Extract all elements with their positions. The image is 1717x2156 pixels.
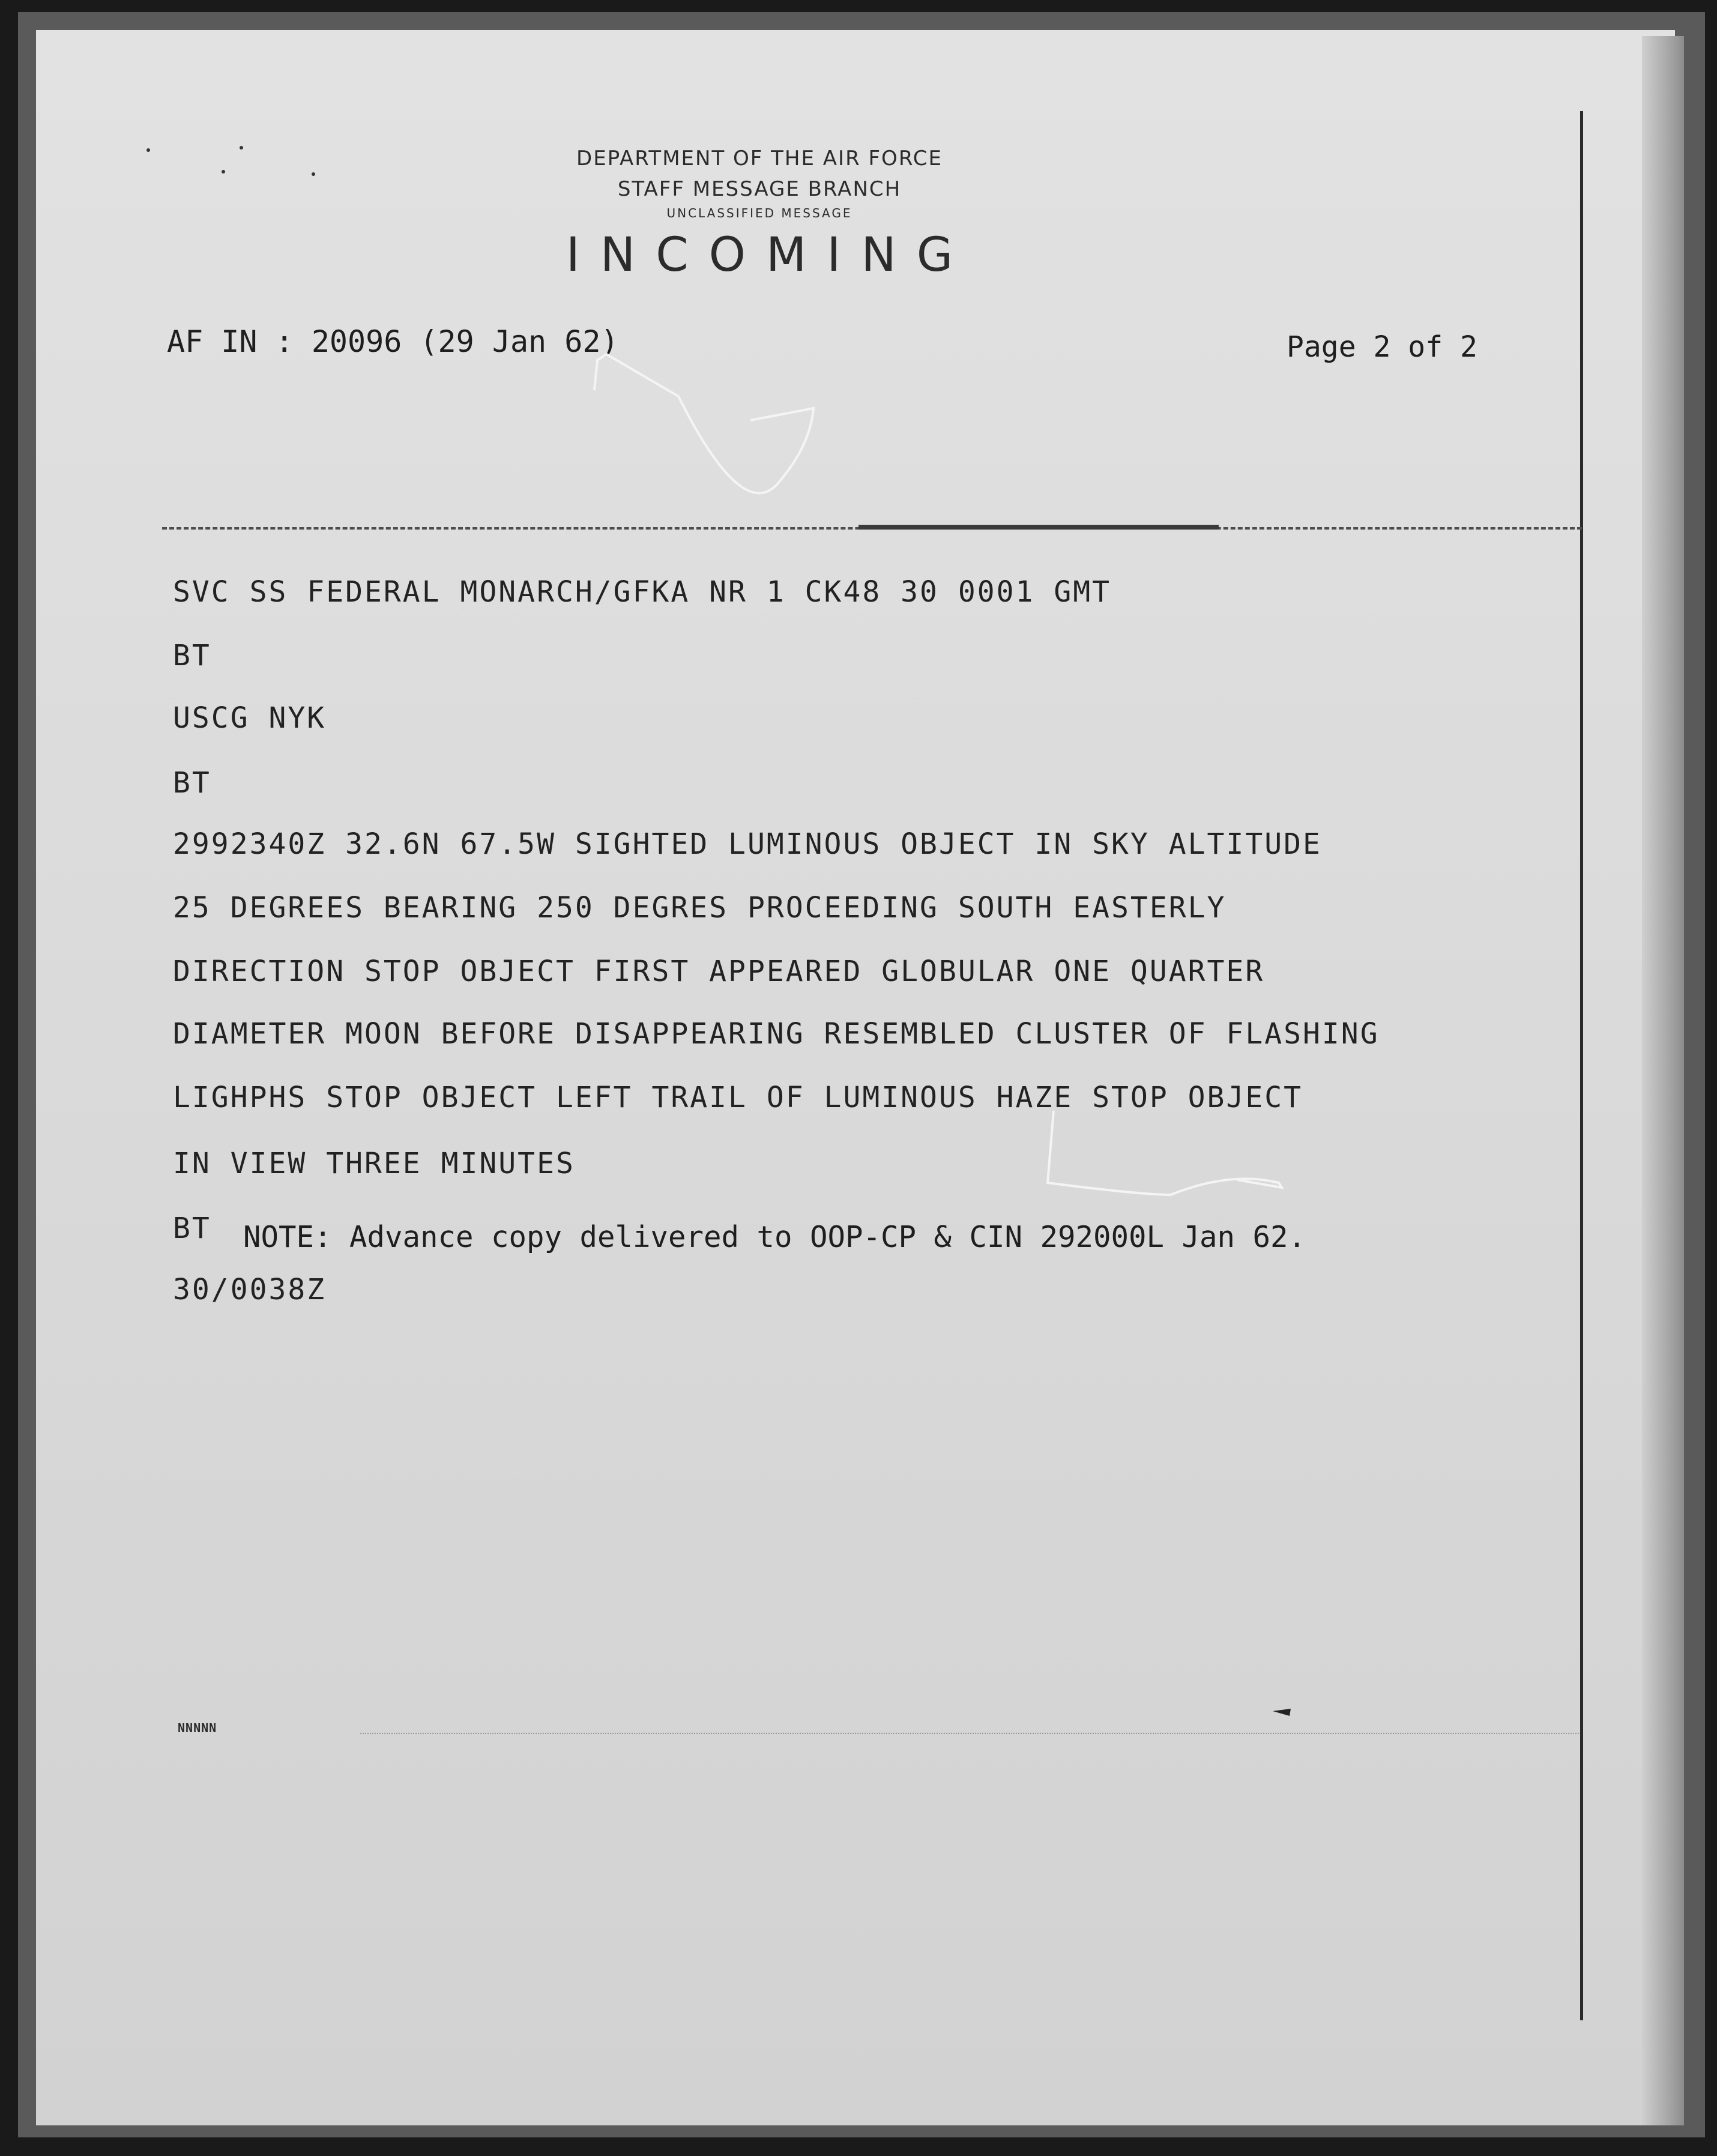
branch-name: STAFF MESSAGE BRANCH <box>617 177 902 201</box>
message-line: DIAMETER MOON BEFORE DISAPPEARING RESEMBLED CLUSTER OF FLASHING <box>173 1017 1380 1051</box>
message-line: BT <box>173 766 211 800</box>
page-number: Page 2 of 2 <box>1287 330 1477 364</box>
header-divider-smudge <box>858 525 1219 530</box>
department-name: DEPARTMENT OF THE AIR FORCE <box>576 146 943 171</box>
message-line: LIGHPHS STOP OBJECT LEFT TRAIL OF LUMINOUS HAZE STOP OBJECT <box>173 1081 1303 1114</box>
routing-note: NOTE: Advance copy delivered to OOP-CP & CIN 292000L Jan 62. <box>243 1220 1306 1254</box>
classification-label: UNCLASSIFIED MESSAGE <box>666 206 852 220</box>
message-title: INCOMING <box>566 228 974 282</box>
message-line: SVC SS FEDERAL MONARCH/GFKA NR 1 CK48 30 0001 GMT <box>173 575 1112 609</box>
message-line: DIRECTION STOP OBJECT FIRST APPEARED GLOBULAR ONE QUARTER <box>173 955 1265 988</box>
end-of-message-code: NNNNN <box>178 1721 217 1735</box>
message-reference: AF IN : 20096 (29 Jan 62) <box>167 324 619 359</box>
message-line: BT <box>173 1212 211 1245</box>
message-line: 2992340Z 32.6N 67.5W SIGHTED LUMINOUS OBJECT IN SKY ALTITUDE <box>173 827 1322 861</box>
right-margin-rule <box>1580 111 1583 2020</box>
message-line: BT <box>173 639 211 672</box>
transmission-time: 30/0038Z <box>173 1273 327 1306</box>
message-line: IN VIEW THREE MINUTES <box>173 1147 575 1180</box>
message-line: USCG NYK <box>173 701 327 735</box>
message-line: 25 DEGREES BEARING 250 DEGRES PROCEEDING SOUTH EASTERLY <box>173 891 1227 925</box>
footer-rule <box>360 1733 1579 1734</box>
letterhead <box>0 143 1519 288</box>
page-edge-shadow <box>1642 36 1684 2125</box>
